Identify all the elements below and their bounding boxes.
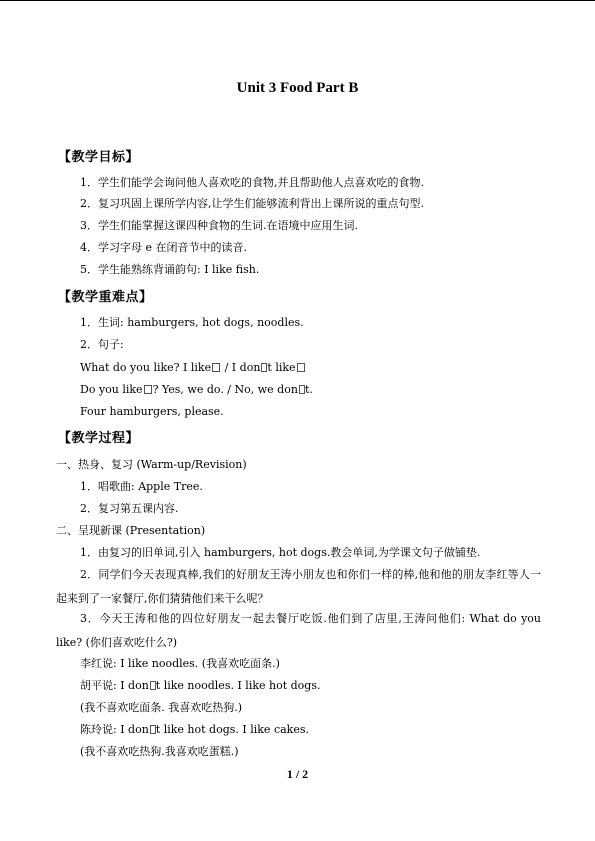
page-title: Unit 3 Food Part B xyxy=(236,80,359,96)
blank-box xyxy=(212,363,220,372)
dialog-text: t like hot dogs. I like cakes. xyxy=(155,723,309,736)
dialog-line xyxy=(80,723,309,737)
process-heading: 【教学过程】 xyxy=(58,431,140,446)
process-item: 1．由复习的旧单词,引入 hamburgers, hot dogs.教会单词,为学课文句子做铺垫. xyxy=(80,546,481,559)
sentence-text: ? Yes, we do. / No, we don xyxy=(152,383,298,396)
dialog-line xyxy=(80,679,320,693)
dialog-text: 胡平说: I don xyxy=(80,679,149,692)
dialog-translation: (我不喜欢吃面条. 我喜欢吃热狗.) xyxy=(80,701,243,714)
goal-item: 4．学习字母 e 在闭音节中的读音. xyxy=(80,241,247,254)
sentence-text: t. xyxy=(304,383,313,396)
sentence-text: Do you like xyxy=(80,383,143,396)
dialog-translation: (我不喜欢吃热狗.我喜欢吃蛋糕.) xyxy=(80,745,239,758)
dialog-line: 李红说: I like noodles. (我喜欢吃面条.) xyxy=(80,657,280,670)
process-paragraph: 3．今天王涛和他的四位好朋友一起去餐厅吃饭.他们到了店里,王涛问他们: What do you like? (你们喜欢吃什么?) xyxy=(56,612,541,649)
dialog-text: t like noodles. I like hot dogs. xyxy=(155,679,321,692)
process-part-2: 二、呈现新课 (Presentation) xyxy=(56,524,206,537)
goal-item: 5．学生能熟练背诵韵句: I like fish. xyxy=(80,263,260,276)
sentence-line-3: Four hamburgers, please. xyxy=(80,405,224,418)
blank-box xyxy=(297,363,305,372)
blank-box xyxy=(144,385,152,394)
process-item: 2．复习第五课内容. xyxy=(80,502,179,515)
goal-item: 1．学生们能学会询问他人喜欢吃的食物,并且帮助他人点喜欢吃的食物. xyxy=(80,176,424,189)
process-item: 1．唱歌曲: Apple Tree. xyxy=(80,480,203,493)
page-number: 1 / 2 xyxy=(286,767,309,781)
process-part-1: 一、热身、复习 (Warm-up/Revision) xyxy=(56,458,247,471)
sentence-text: / I don xyxy=(221,361,261,374)
sentence-line-1 xyxy=(80,361,306,375)
process-paragraph: 2．同学们今天表现真棒,我们的好朋友王涛小朋友也和你们一样的棒,他和他的朋友李红等人一起来到了一家餐厅,你们猜猜他们来干么呢？ xyxy=(56,568,541,605)
key-points-heading: 【教学重难点】 xyxy=(58,290,153,305)
goal-item: 3．学生们能掌握这课四种食物的生词.在语境中应用生词. xyxy=(80,219,358,232)
dialog-text: 陈玲说: I don xyxy=(80,723,149,736)
goal-item: 2．复习巩固上课所学内容,让学生们能够流利背出上课所说的重点句型. xyxy=(80,197,424,210)
sentence-line-2 xyxy=(80,383,313,397)
sentences-label: 2．句子: xyxy=(80,338,124,351)
sentence-text: t like xyxy=(267,361,296,374)
vocab-line: 1．生词: hamburgers, hot dogs, noodles. xyxy=(80,316,304,329)
goals-heading: 【教学目标】 xyxy=(58,150,140,165)
sentence-text: What do you like? I like xyxy=(80,361,212,374)
